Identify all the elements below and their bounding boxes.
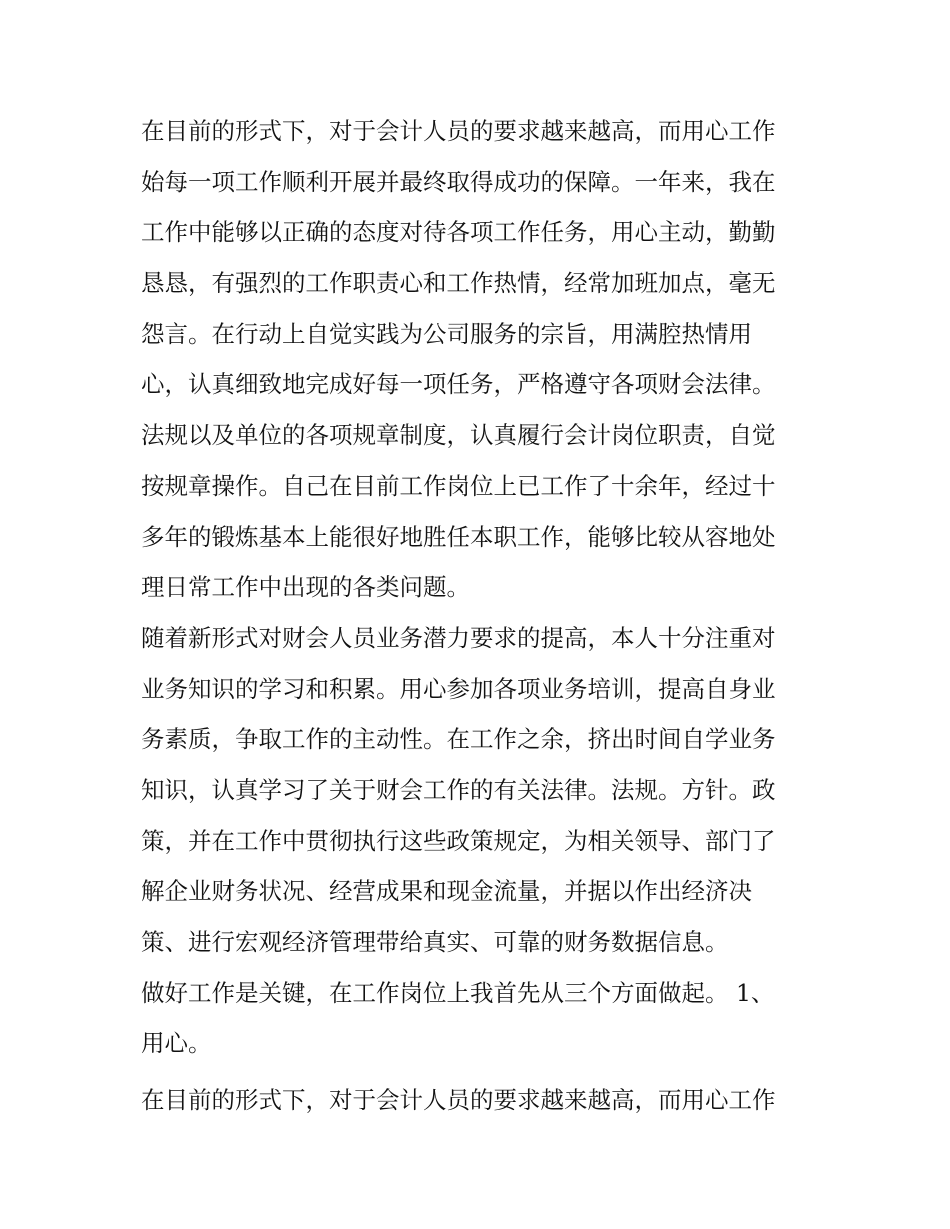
paragraph-1 — [141, 106, 821, 613]
text-line: 始每一项工作顺利开展并最终取得成功的保障。一年来，我在 — [141, 167, 776, 196]
text-line: 策，并在工作中贯彻执行这些政策规定，为相关领导、部门了 — [141, 826, 776, 855]
document-body — [141, 106, 821, 1126]
paragraph-3 — [141, 968, 821, 1069]
text-line: 做好工作是关键，在工作岗位上我首先从三个方面做起。 1、 — [141, 978, 775, 1007]
paragraph-4 — [141, 1075, 821, 1126]
text-line: 业务知识的学习和积累。用心参加各项业务培训，提高自身业 — [141, 674, 776, 703]
text-line: 工作中能够以正确的态度对待各项工作任务，用心主动，勤勤 — [141, 218, 776, 247]
text-line: 按规章操作。自己在目前工作岗位上已工作了十余年，经过十 — [141, 471, 776, 500]
text-line: 策、进行宏观经济管理带给真实、可靠的财务数据信息。 — [141, 928, 729, 956]
text-line: 解企业财务状况、经营成果和现金流量，并据以作出经济决 — [141, 877, 752, 906]
text-line: 知识，认真学习了关于财会工作的有关法律。法规。方针。政 — [141, 775, 776, 804]
text-line: 恳恳，有强烈的工作职责心和工作热情，经常加班加点，毫无 — [141, 269, 776, 298]
text-line: 怨言。在行动上自觉实践为公司服务的宗旨，用满腔热情用 — [141, 319, 752, 348]
text-line: 在目前的形式下，对于会计人员的要求越来越高，而用心工作 — [141, 1086, 776, 1115]
paragraph-2 — [141, 613, 821, 968]
text-line: 用心。 — [141, 1029, 212, 1058]
text-line: 多年的锻炼基本上能很好地胜任本职工作，能够比较从容地处 — [141, 522, 776, 551]
text-line: 随着新形式对财会人员业务潜力要求的提高，本人十分注重对 — [141, 623, 776, 652]
text-line: 理日常工作中出现的各类问题。 — [141, 573, 470, 602]
text-line: 务素质，争取工作的主动性。在工作之余，挤出时间自学业务 — [141, 725, 776, 754]
text-line: 法规以及单位的各项规章制度，认真履行会计岗位职责，自觉 — [141, 421, 776, 450]
text-line: 心，认真细致地完成好每一项任务，严格遵守各项财会法律。 — [141, 370, 776, 399]
text-line: 在目前的形式下，对于会计人员的要求越来越高，而用心工作 — [141, 117, 776, 145]
